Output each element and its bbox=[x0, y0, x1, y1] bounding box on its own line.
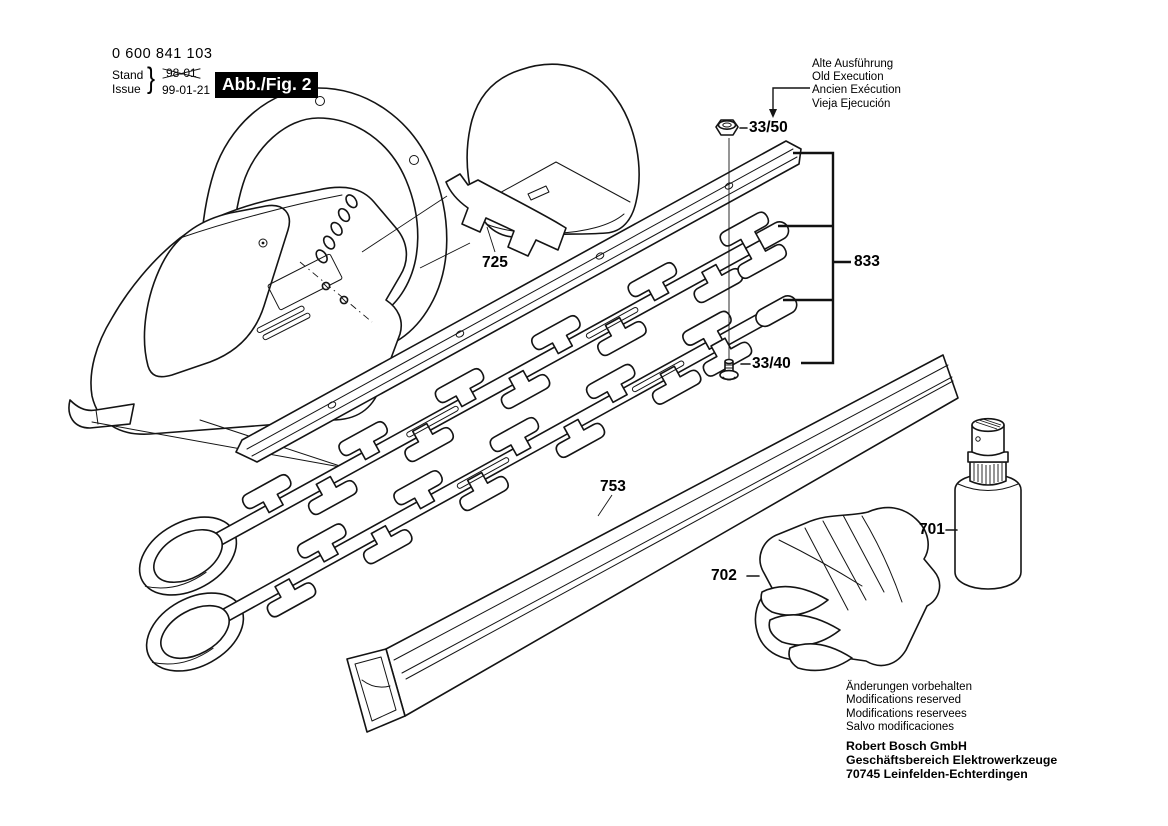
notice-line-fr: Modifications reservees bbox=[846, 707, 967, 720]
superseded-date: 98-01 bbox=[166, 66, 197, 80]
stand-issue-brace: } bbox=[147, 62, 156, 95]
part-label-blade-cover: 753 bbox=[600, 478, 626, 495]
old-execution-line-fr: Ancien Exécution bbox=[812, 84, 901, 97]
old-execution-note bbox=[812, 58, 901, 111]
document-part-number: 0 600 841 103 bbox=[112, 46, 213, 62]
group-bracket-833 bbox=[778, 153, 851, 363]
company-city: 70745 Leinfelden-Echterdingen bbox=[846, 767, 1028, 782]
label-leader-lines bbox=[740, 128, 957, 576]
glove-drawing bbox=[755, 508, 939, 671]
old-execution-line-es: Vieja Ejecución bbox=[812, 97, 891, 110]
company-name: Robert Bosch GmbH bbox=[846, 738, 967, 753]
part-label-screw: 33/40 bbox=[752, 355, 791, 372]
part-label-oil-bottle: 701 bbox=[919, 521, 945, 538]
footer-block bbox=[846, 681, 1057, 781]
part-label-hand-guard: 725 bbox=[482, 254, 508, 271]
issue-date: 99-01-21 bbox=[162, 83, 211, 97]
nut-drawing bbox=[716, 120, 738, 135]
notice-line-de: Änderungen vorbehalten bbox=[846, 681, 972, 693]
stand-label: Stand bbox=[112, 68, 144, 82]
part-label-blade-set: 833 bbox=[854, 253, 880, 270]
old-execution-line-en: Old Execution bbox=[812, 71, 884, 84]
notice-line-es: Salvo modificaciones bbox=[846, 721, 955, 734]
part-label-glove: 702 bbox=[711, 567, 737, 584]
old-execution-arrow bbox=[769, 88, 810, 118]
oil-bottle-drawing bbox=[955, 419, 1021, 589]
issue-label: Issue bbox=[112, 82, 141, 96]
notice-line-en: Modifications reserved bbox=[846, 694, 962, 707]
old-execution-line-de: Alte Ausführung bbox=[812, 58, 894, 70]
company-division: Geschäftsbereich Elektrowerkzeuge bbox=[846, 752, 1058, 767]
figure-badge: Abb./Fig. 2 bbox=[215, 72, 318, 98]
trimmer-body-drawing bbox=[69, 187, 406, 468]
part-label-nut: 33/50 bbox=[749, 119, 788, 136]
